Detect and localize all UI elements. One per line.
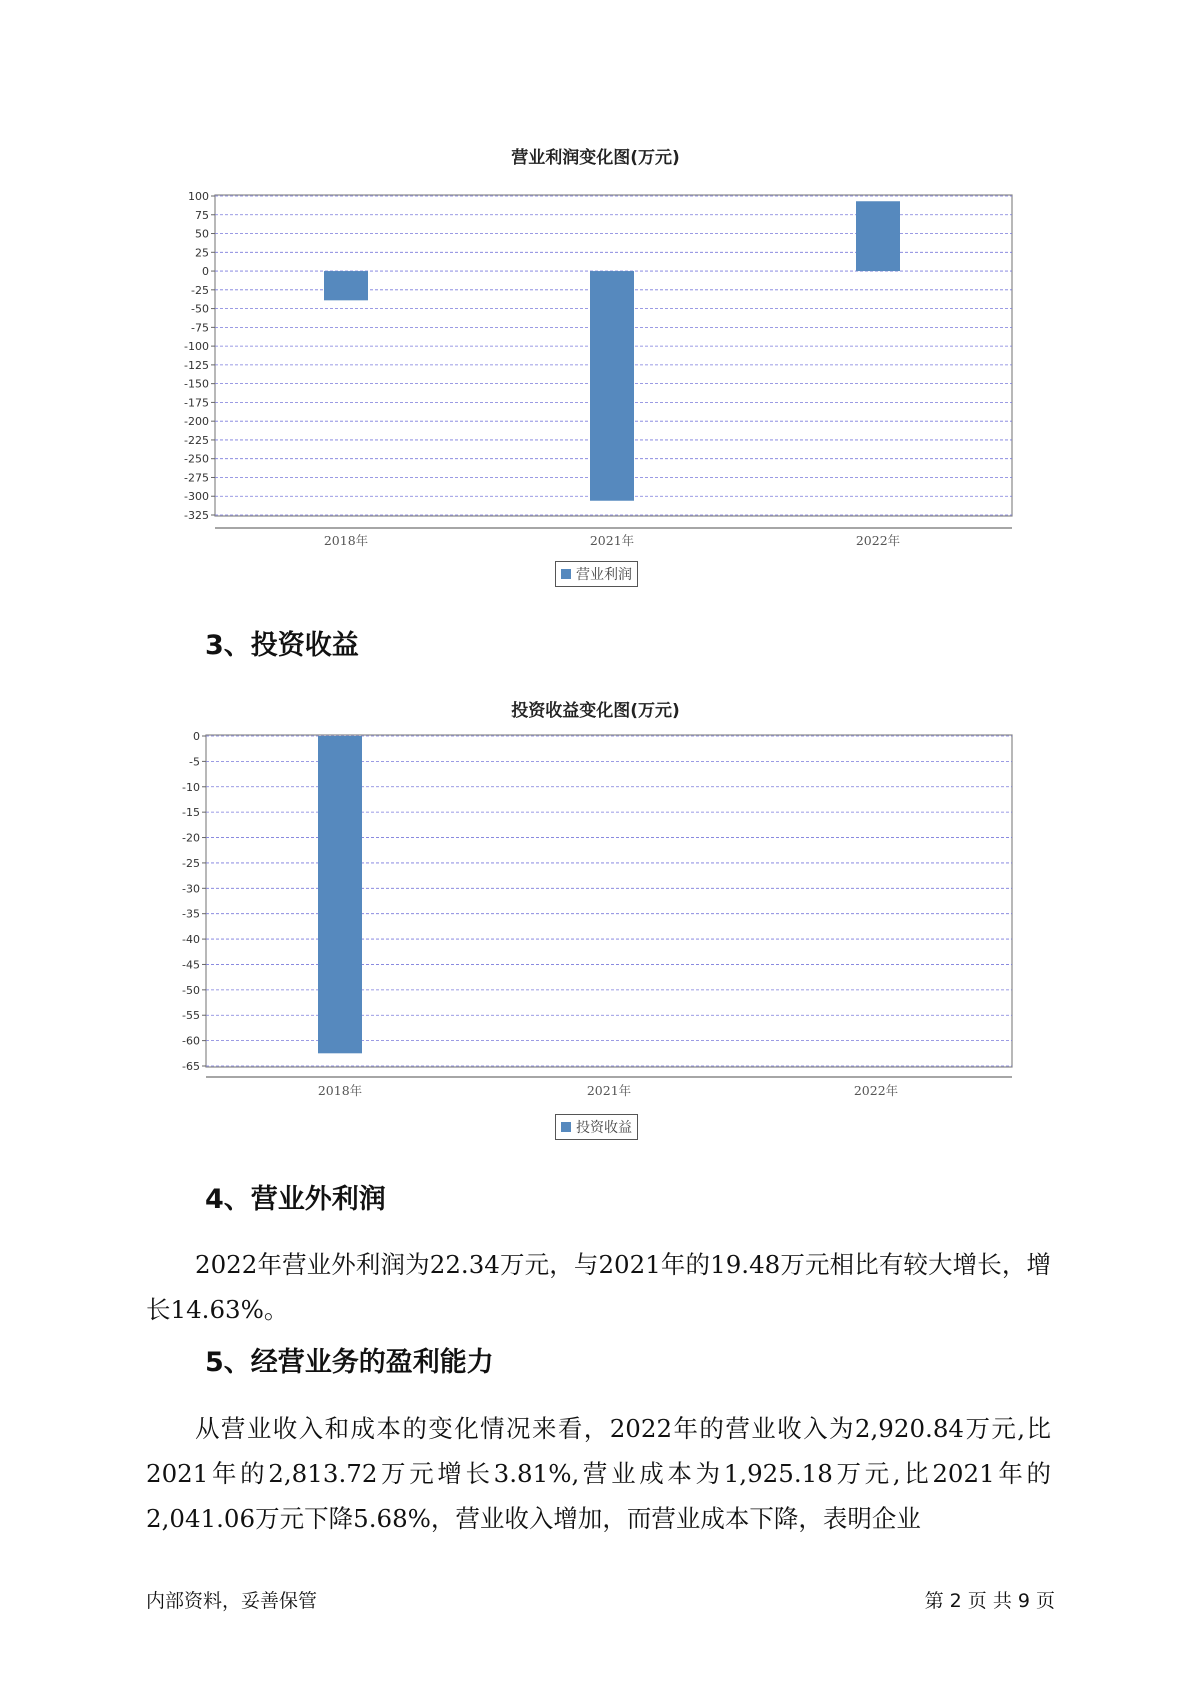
y-tick-label: -40 [182,933,200,947]
legend-swatch [561,1122,571,1132]
x-tick-label: 2018年 [317,1083,363,1098]
chart-title-operating-profit: 营业利润变化图(万元) [511,148,680,168]
legend-label: 投资收益 [576,1120,632,1136]
y-tick-label: -65 [182,1060,200,1073]
section-heading-investment-income: 3、投资收益 [205,630,359,661]
y-tick-label: -175 [184,396,209,410]
chart-legend-investment-income [555,1114,638,1140]
legend-label: 营业利润 [576,567,632,583]
y-tick-label: -275 [184,471,209,485]
y-tick-label: -300 [184,490,209,504]
y-tick-label: -45 [182,958,200,972]
y-tick-label: -5 [189,755,200,769]
y-tick-label: 50 [195,227,209,241]
y-tick-label: -20 [182,831,200,845]
y-tick-label: -150 [184,377,209,391]
footer-confidential-note: 内部资料，妥善保管 [146,1590,318,1612]
y-tick-label: -225 [184,433,209,447]
y-tick-label: -200 [184,415,209,429]
y-tick-label: 75 [195,208,209,222]
bar-2018年 [318,736,362,1053]
y-tick-label: -100 [184,340,209,354]
y-tick-label: -75 [191,321,209,335]
y-tick-label: -55 [182,1009,200,1023]
y-tick-label: -60 [182,1034,200,1048]
chart-title-investment-income: 投资收益变化图(万元) [511,701,680,721]
y-tick-label: -15 [182,806,200,820]
x-tick-label: 2021年 [586,1083,632,1098]
x-tick-label: 2022年 [853,1083,899,1098]
footer-page-number: 第 2 页 共 9 页 [924,1590,1055,1612]
y-tick-label: 0 [193,730,200,743]
y-tick-label: 0 [202,265,209,279]
y-tick-label: -325 [184,509,209,522]
section-heading-non-operating-profit: 4、营业外利润 [205,1184,386,1215]
x-tick-label: 2022年 [855,533,901,548]
y-tick-label: 25 [195,246,209,260]
y-tick-label: -250 [184,452,209,466]
paragraph-non-operating-profit: 2022年营业外利润为22.34万元，与2021年的19.48万元相比有较大增长，增长14.63%。 [146,1250,1051,1324]
y-tick-label: -125 [184,358,209,372]
y-tick-label: -35 [182,907,200,921]
y-tick-label: 100 [188,190,209,203]
y-tick-label: -50 [191,302,209,316]
section-heading-profitability: 5、经营业务的盈利能力 [205,1347,494,1378]
x-tick-label: 2021年 [589,533,635,548]
y-tick-label: -30 [182,882,200,896]
x-tick-label: 2018年 [323,533,369,548]
y-tick-label: -50 [182,983,200,997]
y-tick-label: -25 [191,283,209,297]
y-tick-label: -10 [182,780,200,794]
y-tick-label: -25 [182,856,200,870]
paragraph-profitability: 从营业收入和成本的变化情况来看，2022年的营业收入为2,920.84万元,比2021年的2,813.72万元增长3.81%,营业成本为1,925.18万元,比2021年的2,041.06万元下降5.68%，营业收入增加，而营业成本下降，表明企业 [146,1414,1051,1533]
